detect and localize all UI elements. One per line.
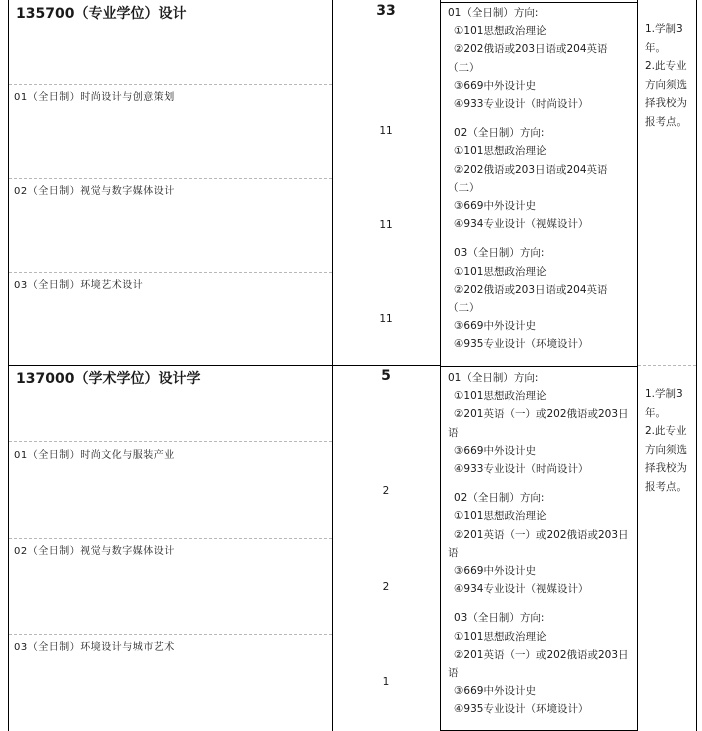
subject-item-continued: （二） — [448, 181, 480, 194]
subject-item: ②202俄语或203日语或204英语 — [454, 43, 608, 56]
subject-item: ①101思想政治理论 — [454, 25, 547, 38]
subject-item: ③669中外设计史 — [454, 444, 536, 457]
row-separator — [9, 272, 332, 273]
subject-item: ④934专业设计（视媒设计） — [454, 218, 589, 231]
subject-item: ②201英语（一）或202俄语或203日 — [454, 528, 629, 541]
subject-direction-heading: 01（全日制）方向: — [448, 7, 539, 19]
subject-item: ②201英语（一）或202俄语或203日 — [454, 408, 629, 421]
subject-direction-heading: 03（全日制）方向: — [454, 247, 545, 260]
subject-item: ①101思想政治理论 — [454, 145, 547, 158]
direction-name: 03（全日制）环境设计与城市艺术 — [14, 642, 175, 653]
note-line: 年。 — [645, 41, 666, 54]
subject-item-continued: （二） — [448, 302, 480, 315]
direction-enrollment-count: 11 — [379, 219, 393, 231]
direction-enrollment-count: 11 — [379, 125, 393, 137]
subject-item-continued: 语 — [448, 426, 459, 439]
row-separator — [9, 178, 332, 179]
subject-item-continued: 语 — [448, 546, 459, 559]
note-line: 年。 — [645, 406, 666, 419]
note-line: 择我校为 — [645, 462, 687, 474]
note-line: 方向须选 — [645, 78, 687, 91]
direction-name: 02（全日制）视觉与数字媒体设计 — [14, 546, 175, 557]
subject-item: ②202俄语或203日语或204英语 — [454, 163, 608, 176]
section-separator — [9, 365, 440, 366]
direction-name: 02（全日制）视觉与数字媒体设计 — [14, 186, 175, 197]
subject-item: ②202俄语或203日语或204英语 — [454, 283, 608, 296]
row-separator — [9, 538, 332, 539]
subject-direction-heading: 03（全日制）方向: — [454, 612, 545, 625]
note-line: 1.学制3 — [645, 388, 683, 400]
row-separator — [9, 441, 332, 442]
program-title: 137000（学术学位）设计学 — [16, 371, 201, 387]
subject-item: ③669中外设计史 — [454, 685, 536, 698]
program-enrollment-count: 5 — [381, 368, 391, 384]
program-enrollment-count: 33 — [376, 3, 396, 19]
note-line: 报考点。 — [645, 115, 687, 128]
row-separator — [9, 634, 332, 635]
subject-item: ④934专业设计（视媒设计） — [454, 583, 589, 596]
subject-item-continued: 语 — [448, 667, 459, 680]
program-notes — [645, 385, 697, 496]
notes-separator — [638, 365, 696, 366]
direction-name: 01（全日制）时尚文化与服装产业 — [14, 450, 175, 461]
subject-direction-heading: 02（全日制）方向: — [454, 127, 545, 140]
section-separator — [441, 366, 637, 367]
direction-enrollment-count: 1 — [382, 676, 390, 688]
subject-item: ③669中外设计史 — [454, 565, 536, 578]
program-title: 135700（专业学位）设计 — [16, 6, 187, 22]
subject-item: ①101思想政治理论 — [454, 630, 547, 643]
subject-item-continued: （二） — [448, 61, 480, 74]
note-line: 2.此专业 — [645, 425, 687, 437]
direction-enrollment-count: 2 — [382, 485, 390, 497]
direction-enrollment-count: 11 — [379, 313, 393, 325]
note-line: 择我校为 — [645, 97, 687, 109]
subject-direction-heading: 02（全日制）方向: — [454, 492, 545, 505]
subject-item: ③669中外设计史 — [454, 79, 536, 92]
note-line: 1.学制3 — [645, 23, 683, 35]
subject-item: ①101思想政治理论 — [454, 390, 547, 403]
subject-item: ③669中外设计史 — [454, 320, 536, 333]
note-line: 报考点。 — [645, 480, 687, 493]
subject-direction-heading: 01（全日制）方向: — [448, 372, 539, 384]
subject-item: ①101思想政治理论 — [454, 265, 547, 278]
subject-item: ④935专业设计（环境设计） — [454, 703, 589, 716]
exam-subjects — [446, 369, 636, 719]
subject-item: ④933专业设计（时尚设计） — [454, 98, 589, 111]
note-line: 方向须选 — [645, 443, 687, 456]
direction-name: 03（全日制）环境艺术设计 — [14, 280, 144, 291]
row-separator — [9, 84, 332, 85]
subject-item: ④933专业设计（时尚设计） — [454, 463, 589, 476]
program-notes — [645, 20, 697, 131]
subject-item: ②201英语（一）或202俄语或203日 — [454, 648, 629, 661]
exam-subjects — [446, 4, 636, 354]
subject-item: ③669中外设计史 — [454, 200, 536, 213]
direction-name: 01（全日制）时尚设计与创意策划 — [14, 92, 175, 103]
direction-enrollment-count: 2 — [382, 581, 390, 593]
subject-box-top — [441, 2, 637, 3]
note-line: 2.此专业 — [645, 60, 687, 72]
subject-item: ④935专业设计（环境设计） — [454, 338, 589, 351]
subject-item: ①101思想政治理论 — [454, 510, 547, 523]
